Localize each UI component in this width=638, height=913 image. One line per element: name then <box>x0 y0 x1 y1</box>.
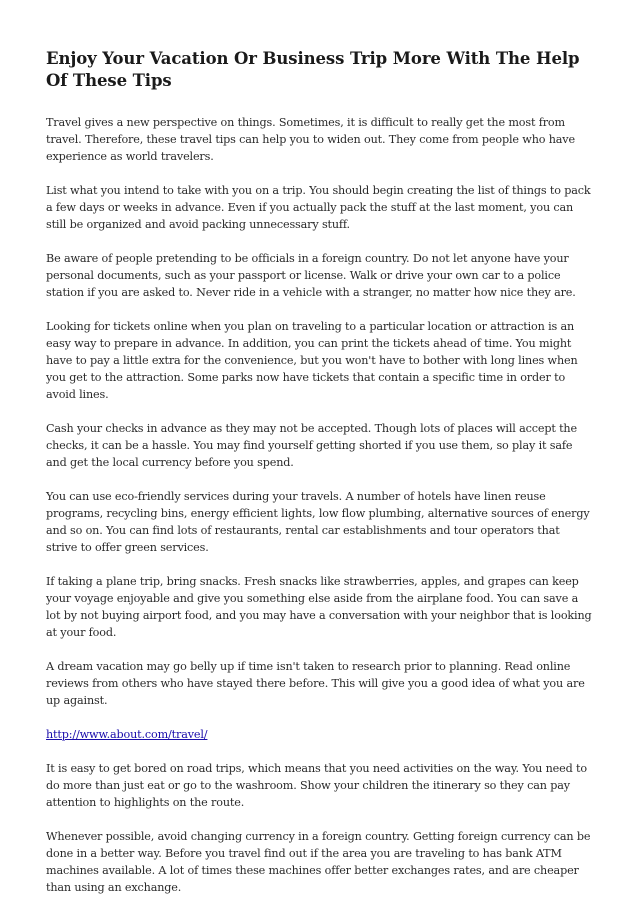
link-paragraph <box>46 726 594 743</box>
paragraph-6: You can use eco-friendly services during your travels. A number of hotels have linen reuse programs, recycling bins, energy efficient lights, low flow plumbing, alternative sources of energy and so on. You can find lots of restaurants, rental car establishments and tour operators that strive to offer green services. <box>46 490 590 554</box>
about-travel-link[interactable]: http://www.about.com/travel/ <box>46 728 208 741</box>
paragraph-2: List what you intend to take with you on a trip. You should begin creating the list of things to pack a few days or weeks in advance. Even if you actually pack the stuff at the last moment, you can still be organized and avoid packing unnecessary stuff. <box>46 184 591 231</box>
paragraph-4: Looking for tickets online when you plan on traveling to a particular location or attraction is an easy way to prepare in advance. In addition, you can print the tickets ahead of time. You might have to pay a little extra for the convenience, but you won't have to bother with long lines when you get to the attraction. Some parks now have tickets that contain a specific time in order to avoid lines. <box>46 320 578 401</box>
paragraph-8: A dream vacation may go belly up if time isn't taken to research prior to planning. Read online reviews from others who have stayed there before. This will give you a good idea of what you are up against. <box>46 660 585 707</box>
paragraph-3: Be aware of people pretending to be officials in a foreign country. Do not let anyone have your personal documents, such as your passport or license. Walk or drive your own car to a police station if you are asked to. Never ride in a vehicle with a stranger, no matter how nice they are. <box>46 252 576 299</box>
paragraph-10: Whenever possible, avoid changing currency in a foreign country. Getting foreign currency can be done in a better way. Before you travel find out if the area you are traveling to has bank ATM machines available. A lot of times these machines offer better exchanges rates, and are cheaper than using an exchange. <box>46 830 591 894</box>
document-page <box>46 48 594 913</box>
paragraph-9: It is easy to get bored on road trips, which means that you need activities on the way. You need to do more than just eat or go to the washroom. Show your children the itinerary so they can pay attention to highlights on the route. <box>46 762 587 809</box>
paragraph-7: If taking a plane trip, bring snacks. Fresh snacks like strawberries, apples, and grapes can keep your voyage enjoyable and give you something else aside from the airplane food. You can save a lot by not buying airport food, and you may have a conversation with your neighbor that is looking at your food. <box>46 575 592 639</box>
paragraph-5: Cash your checks in advance as they may not be accepted. Though lots of places will accept the checks, it can be a hassle. You may find yourself getting shorted if you use them, so play it safe and get the local currency before you spend. <box>46 422 577 469</box>
paragraph-1: Travel gives a new perspective on things. Sometimes, it is difficult to really get the most from travel. Therefore, these travel tips can help you to widen out. They come from people who have experience as world travelers. <box>46 116 575 163</box>
document-title: Enjoy Your Vacation Or Business Trip More With The Help Of These Tips <box>46 49 580 90</box>
